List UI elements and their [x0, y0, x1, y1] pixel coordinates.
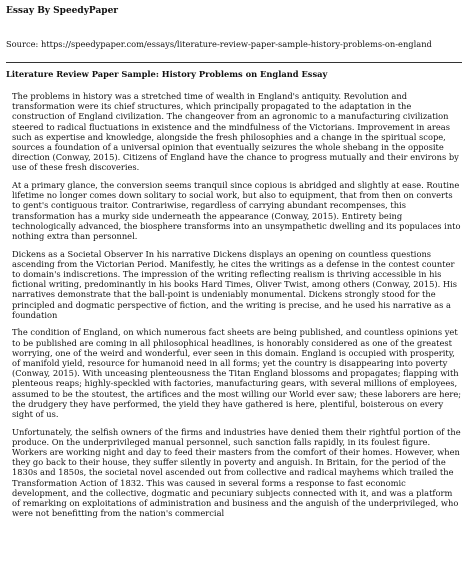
header-divider	[6, 62, 462, 63]
essay-body	[6, 91, 462, 518]
document-title: Literature Review Paper Sample: History Problems on England Essay	[6, 69, 328, 79]
site-header-title: Essay By SpeedyPaper	[6, 6, 119, 16]
paragraph-1: The problems in history was a stretched time of wealth in England's antiquity. Revolution and transformation were its chief structures, which principally propagated to the adaptation in the construction of England civilization. The changeover from an agronomic to a manufacturing civilization steered to radical fluctuations in existence and the mindfulness of the Victorians. Improvement in areas such as expertise and knowledge, alongside the fresh philosophies and a change in the spiritual scope, sources a foundation of a universal opinion that eventually seizures the whole shebang in the opposite direction (Conway, 2015). Citizens of England have the chance to progress mutually and their environs by use of these fresh discoveries.	[12, 91, 459, 173]
paragraph-5: Unfortunately, the selfish owners of the firms and industries have denied them their rightful portion of the produce. On the underprivileged manual personnel, such sanction falls rapidly, in its foulest figure. Workers are working night and day to feed their masters from the comfort of their homes. However, when they go back to their house, they suffer silently in poverty and anguish. In Britain, for the period of the 1830s and 1850s, the societal novel ascended out from collective and radical mayhems which trailed the Transformation Action of 1832. This was caused in several forms a response to fast economic development, and the collective, dogmatic and pecuniary subjects connected with it, and was a platform of remarking on exploitations of administration and business and the anguish of the underprivileged, who were not benefitting from the nation's commercial	[12, 426, 461, 519]
paragraph-4: The condition of England, on which numerous fact sheets are being published, and countless opinions yet to be published are coming in all philosophical headlines, is honorably considered as one of the greatest worrying, one of the weird and wonderful, ever seen in this domain. England is occupied with prosperity, of manifold yield, resource for humanoid need in all forms; yet the country is disappearing into poverty (Conway, 2015). With unceasing plenteousness the Titan England blossoms and propagates; flapping with plenteous reaps; highly-speckled with factories, manufacturing gears, with several millions of employees, assumed to be the stoutest, the artifices and the most willing our World ever saw; these laborers are here; the drudgery they have performed, the yield they have gathered is here, plentiful, boisterous on every sight of us.	[12, 327, 462, 420]
paragraph-3: Dickens as a Societal Observer In his narrative Dickens displays an opening on countless questions ascending from the Victorian Period. Manifestly, he cites the writings as a defense in the contest counter to domain's indiscretions. The impression of the writing reflecting realism is thriving accessible in his fictional writing, predominantly in his books Hard Times, Oliver Twist, among others (Conway, 2015). His narratives demonstrate that the ball-point is undeniably monumental. Dickens strongly stood for the principled and dogmatic perspective of fiction, and the writing is precise, and he used his narrative as a foundation	[12, 248, 458, 320]
paragraph-2: At a primary glance, the conversion seems tranquil since copious is abridged and slightly at ease. Routine lifetime no longer comes down solitary to social work, but also to equipment, that from then on converts to gent's contiguous traitor. Contrariwise, regardless of carrying abundant recompenses, this transformation has a murky side underneath the appearance (Conway, 2015). Entirety being technologically advanced, the biosphere transforms into an unsympathetic dwelling and its populaces into nothing extra than personnel.	[12, 180, 461, 242]
source-line: Source: https://speedypaper.com/essays/literature-review-paper-sample-history-problems-on-england	[6, 39, 432, 49]
